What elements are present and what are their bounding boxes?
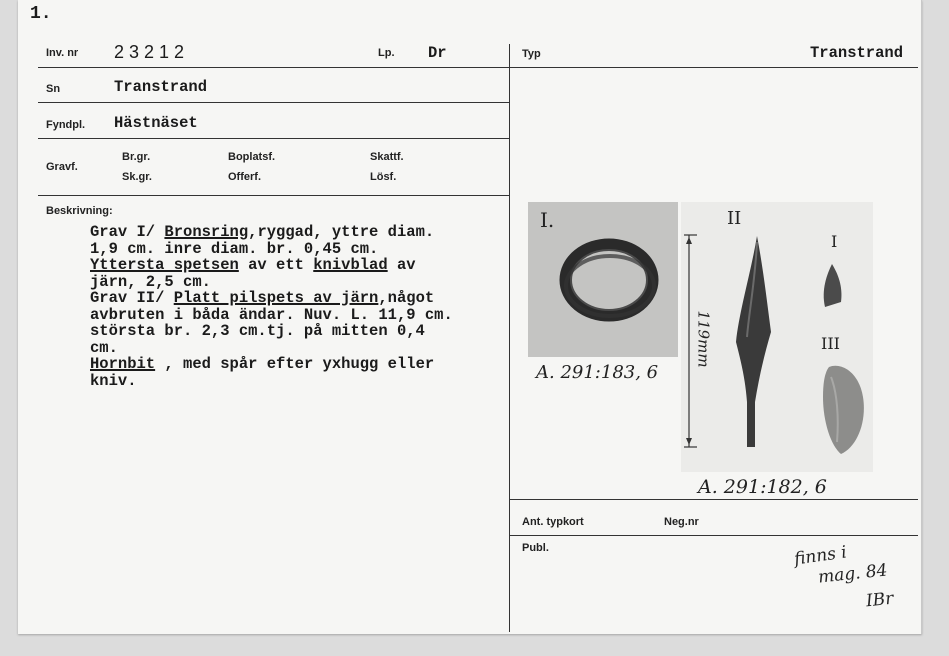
fyndpl-label: Fyndpl. — [46, 119, 86, 131]
offerf-option: Offerf. — [228, 171, 261, 183]
photo-arrowhead-group — [681, 202, 873, 472]
lp-value: Dr — [428, 44, 447, 62]
fyndpl-value: Hästnäset — [114, 114, 198, 132]
catalog-card — [18, 0, 922, 634]
photo-left-label: I. — [540, 208, 555, 232]
desc-line-7: största br. 2,3 cm.tj. på mitten 0,4 — [90, 322, 425, 340]
sn-label: Sn — [46, 83, 61, 95]
negnr-label: Neg.nr — [664, 516, 699, 528]
rule-photo-bottom — [509, 499, 918, 500]
rule-row2 — [38, 102, 509, 103]
rule-row4 — [38, 195, 509, 196]
desc-line-10: kniv. — [90, 371, 137, 390]
rule-typkort — [509, 535, 918, 536]
publ-label: Publ. — [522, 542, 549, 554]
desc-line-4: järn, 2,5 cm. — [90, 272, 211, 291]
ant-typkort-label: Ant. typkort — [522, 516, 584, 528]
skgr-option: Sk.gr. — [122, 171, 152, 183]
handwritten-note-line1: finns i — [792, 542, 848, 570]
desc-line-2: 1,9 cm. inre diam. br. 0,45 cm. — [90, 239, 379, 258]
desc-line-3: Yttersta spetsen av ett knivblad av — [90, 256, 416, 274]
photo-right-label-ii: II — [727, 208, 742, 229]
lp-label: Lp. — [378, 47, 395, 59]
photo-right-measure: 119mm — [694, 310, 713, 368]
beskrivning-label: Beskrivning: — [46, 205, 113, 217]
handwritten-note-line2: mag. 84 — [817, 560, 889, 588]
handwritten-note-line3: IBr — [865, 588, 895, 612]
photo-left-caption: A. 291:183, 6 — [536, 362, 659, 383]
typ-value: Transtrand — [810, 44, 904, 62]
desc-line-1: Grav I/ Bronsring,ryggad, yttre diam. — [90, 223, 435, 241]
rule-row1 — [38, 67, 918, 68]
photo-right-label-iii: III — [821, 334, 840, 353]
gravf-label: Gravf. — [46, 161, 78, 173]
boplatsf-option: Boplatsf. — [228, 151, 276, 163]
typ-label: Typ — [522, 48, 541, 60]
photo-right-caption: A. 291:182, 6 — [698, 476, 827, 498]
brgr-option: Br.gr. — [122, 151, 151, 163]
card-number: 1. — [30, 4, 52, 24]
photo-right-label-i: I — [831, 232, 838, 251]
desc-line-9: Hornbit , med spår efter yxhugg eller — [90, 355, 435, 373]
desc-line-6: avbruten i båda ändar. Nuv. L. 11,9 cm. — [90, 305, 453, 324]
inv-nr-value: 2 3 2 1 2 — [114, 42, 185, 62]
skattf-option: Skattf. — [370, 151, 404, 163]
sn-value: Transtrand — [114, 78, 208, 96]
desc-line-5: Grav II/ Platt pilspets av järn,något — [90, 289, 435, 307]
description-text — [90, 224, 540, 389]
losf-option: Lösf. — [370, 171, 397, 183]
photo-bronze-ring — [528, 202, 678, 357]
inv-nr-label: Inv. nr — [46, 47, 79, 59]
rule-row3 — [38, 138, 509, 139]
desc-line-8: cm. — [90, 338, 118, 357]
